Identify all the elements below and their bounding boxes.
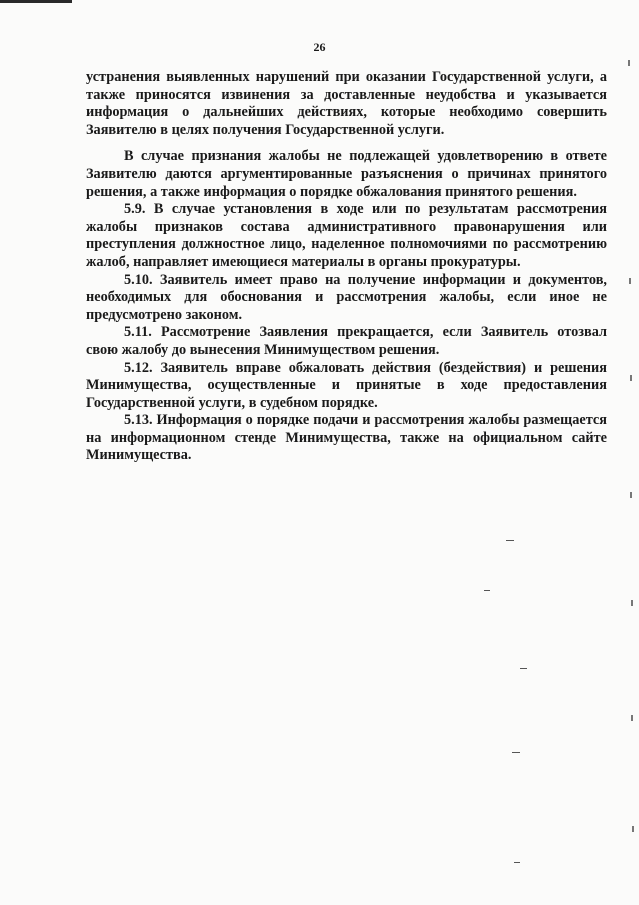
document-body	[86, 69, 607, 465]
scan-speck	[484, 590, 490, 591]
paragraph-rejection: В случае признания жалобы не подлежащей удовлетворению в ответе Заявителю даются аргументированные разъяснения о причинах принятого решения, а также информация о порядке обжалования принятого решения.	[86, 148, 607, 200]
scan-edge-mark	[631, 600, 633, 606]
paragraph-5-10: 5.10. Заявитель имеет право на получение информации и документов, необходимых для обоснования и рассмотрения жалобы, если иное не предусмотрено законом.	[86, 271, 607, 323]
scan-edge-mark	[630, 492, 632, 498]
paragraph-5-11: 5.11. Рассмотрение Заявления прекращается, если Заявитель отозвал свою жалобу до вынесения Минимуществом решения.	[86, 324, 607, 358]
scan-edge-mark	[629, 278, 631, 284]
paragraph-5-13: 5.13. Информация о порядке подачи и рассмотрения жалобы размещается на информационном стенде Минимущества, также на официальном сайте Минимущества.	[86, 412, 607, 464]
paragraph-5-9: 5.9. В случае установления в ходе или по результатам рассмотрения жалобы признаков состава административного правонарушения или преступления должностное лицо, наделенное полномочиями по рассмотрению жалоб, направляет имеющиеся материалы в органы прокуратуры.	[86, 201, 607, 270]
scan-speck	[514, 862, 520, 863]
paragraph-5-12: 5.12. Заявитель вправе обжаловать действия (бездействия) и решения Минимущества, осуществленные и принятые в ходе предоставления Государственной услуги, в судебном порядке.	[86, 359, 607, 411]
scan-speck	[512, 752, 520, 753]
scan-edge-mark	[628, 60, 630, 66]
scan-speck	[506, 540, 514, 541]
page-number: 26	[313, 40, 326, 54]
top-edge-rule	[0, 0, 72, 3]
scan-speck	[520, 668, 527, 669]
scan-edge-mark	[630, 375, 632, 381]
scan-edge-mark	[631, 715, 633, 721]
paragraph-continuation: устранения выявленных нарушений при оказании Государственной услуги, а также приносятся извинения за доставленные неудобства и указывается информация о дальнейших действиях, которые необходимо совершить Заявителю в целях получения Государственной услуги.	[86, 69, 607, 138]
scan-edge-mark	[632, 826, 634, 832]
